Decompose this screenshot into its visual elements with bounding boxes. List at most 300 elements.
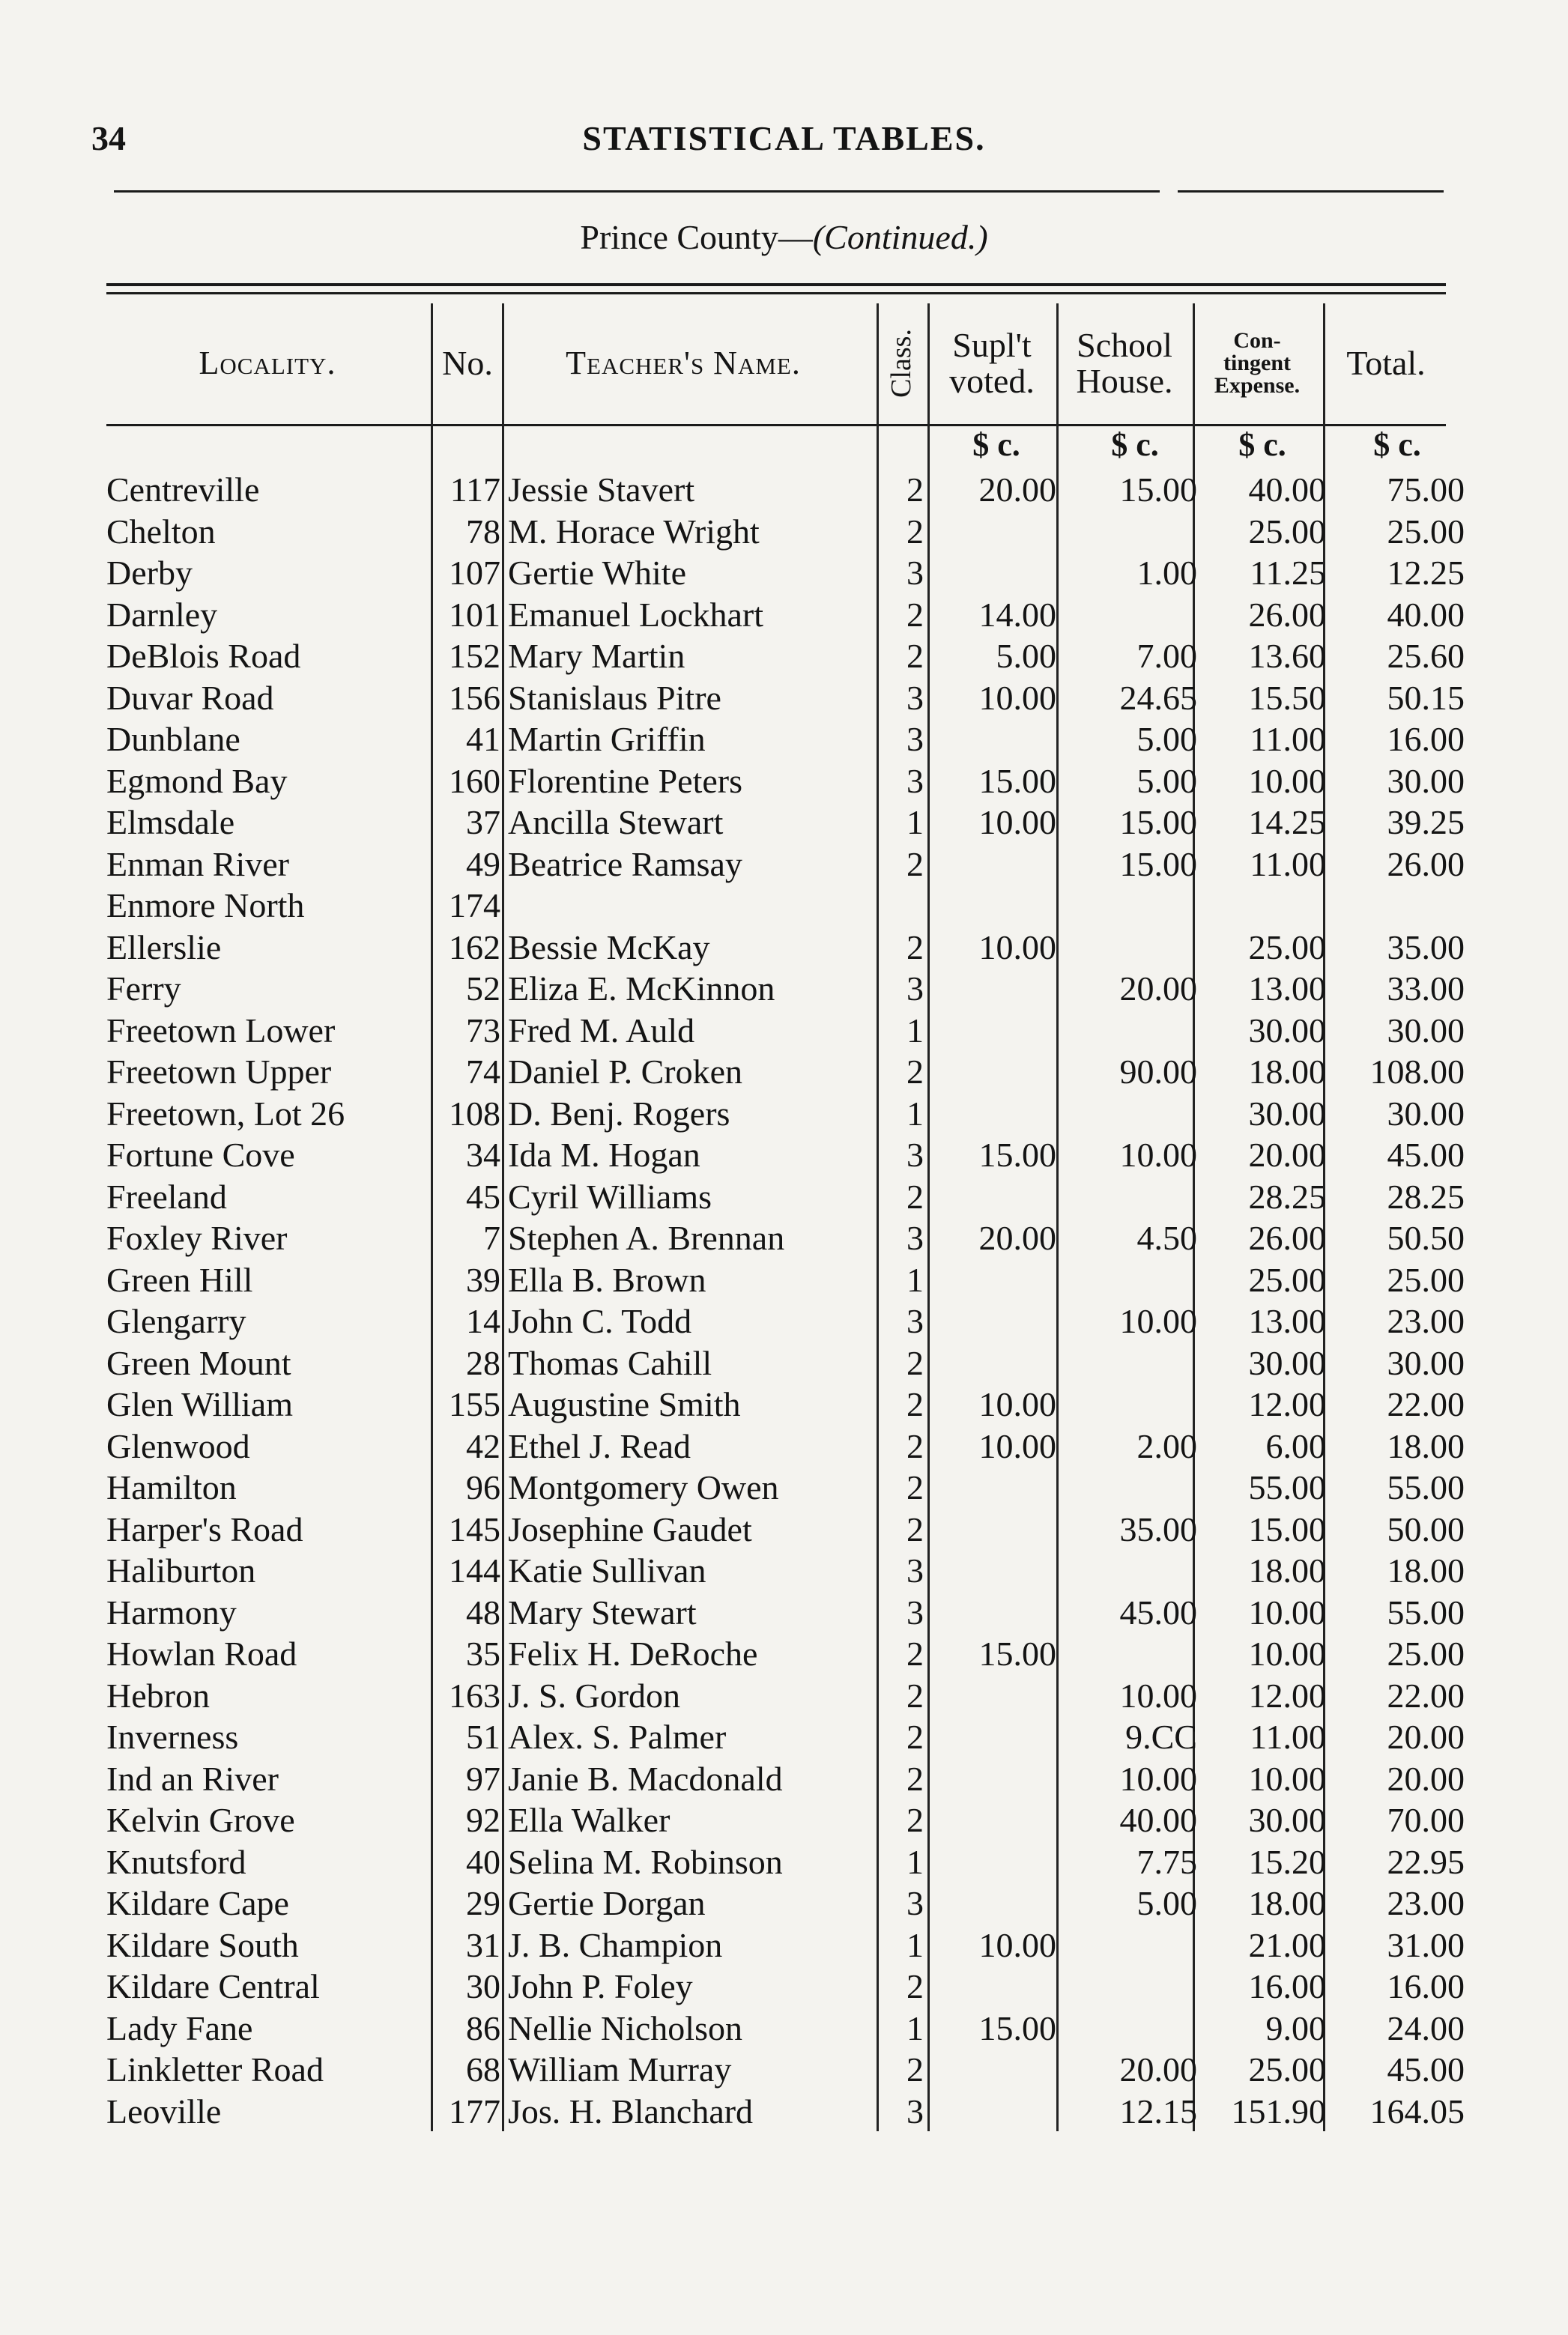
total-cell: 25.00 (1387, 512, 1465, 551)
number-cell: 37 (466, 803, 500, 841)
table-row (0, 1176, 1568, 1218)
total-cell: 40.00 (1387, 595, 1465, 634)
total-cell: 50.00 (1387, 1509, 1465, 1548)
number-cell: 35 (466, 1635, 500, 1673)
contingent-expense-cell: 13.00 (1248, 1302, 1326, 1340)
contingent-expense-cell: 15.50 (1248, 678, 1326, 717)
school-house-cell: 35.00 (1119, 1509, 1197, 1548)
table-row (0, 1134, 1568, 1176)
school-house-cell: 15.00 (1119, 470, 1197, 509)
teacher-name-cell: Cyril Williams (508, 1177, 712, 1216)
locality-cell: Green Hill (106, 1260, 253, 1299)
school-house-cell: 5.00 (1136, 720, 1197, 758)
locality-cell: Dunblane (106, 720, 240, 758)
school-house-cell: 2.00 (1136, 1426, 1197, 1465)
contingent-expense-cell: 21.00 (1248, 1925, 1326, 1964)
class-cell: 1 (906, 803, 924, 841)
teacher-name-cell: Eliza E. McKinnon (508, 969, 775, 1008)
number-cell: 107 (449, 554, 500, 592)
header-locality: Locality. (199, 344, 336, 381)
school-house-cell: 5.00 (1136, 1884, 1197, 1922)
number-cell: 34 (466, 1136, 500, 1174)
total-cell: 12.25 (1387, 554, 1465, 592)
total-cell: 30.00 (1387, 1094, 1465, 1133)
locality-cell: Howlan Road (106, 1635, 297, 1673)
class-cell: 3 (906, 554, 924, 592)
class-cell: 3 (906, 720, 924, 758)
number-cell: 30 (466, 1967, 500, 2005)
total-cell: 108.00 (1369, 1053, 1465, 1091)
number-cell: 7 (483, 1219, 500, 1257)
locality-cell: Haliburton (106, 1551, 256, 1590)
table-row (0, 2049, 1568, 2091)
class-cell: 2 (906, 2050, 924, 2089)
locality-cell: Darnley (106, 595, 218, 634)
total-cell: 30.00 (1387, 1343, 1465, 1382)
table-row (0, 1883, 1568, 1924)
number-cell: 144 (449, 1551, 500, 1590)
locality-cell: Elmsdale (106, 803, 235, 841)
school-house-cell: 10.00 (1119, 1136, 1197, 1174)
class-cell: 1 (906, 2008, 924, 2047)
number-cell: 45 (466, 1177, 500, 1216)
table-row (0, 511, 1568, 553)
class-cell: 1 (906, 1260, 924, 1299)
total-cell: 20.00 (1387, 1718, 1465, 1756)
number-cell: 145 (449, 1509, 500, 1548)
teacher-name-cell: John P. Foley (508, 1967, 693, 2005)
class-cell: 2 (906, 1385, 924, 1423)
total-cell: 25.00 (1387, 1635, 1465, 1673)
locality-cell: Kelvin Grove (106, 1801, 295, 1839)
total-cell: 70.00 (1387, 1801, 1465, 1839)
contingent-expense-cell: 13.00 (1248, 969, 1326, 1008)
teacher-name-cell: Jos. H. Blanchard (508, 2092, 754, 2130)
school-house-cell: 90.00 (1119, 1053, 1197, 1091)
header-contingent (1193, 307, 1322, 420)
locality-cell: Freetown Upper (106, 1053, 332, 1091)
school-house-cell: 20.00 (1119, 969, 1197, 1008)
header-class-label: Class. (886, 329, 918, 398)
total-cell: 50.50 (1387, 1219, 1465, 1257)
number-cell: 41 (466, 720, 500, 758)
teacher-name-cell: Augustine Smith (508, 1385, 741, 1423)
table-row (0, 1799, 1568, 1841)
units-total: $ c. (1373, 426, 1421, 463)
locality-cell: Green Mount (106, 1343, 291, 1382)
total-cell: 33.00 (1387, 969, 1465, 1008)
teacher-name-cell: Ella B. Brown (508, 1260, 706, 1299)
total-cell: 24.00 (1387, 2008, 1465, 2047)
suplt-voted-cell: 15.00 (978, 1635, 1056, 1673)
number-cell: 108 (449, 1094, 500, 1133)
class-cell: 2 (906, 1468, 924, 1506)
table-row (0, 1716, 1568, 1758)
locality-cell: Kildare Central (106, 1967, 320, 2005)
suplt-voted-cell: 10.00 (978, 927, 1056, 966)
contingent-expense-cell: 15.20 (1248, 1842, 1326, 1881)
contingent-expense-cell: 16.00 (1248, 1967, 1326, 2005)
locality-cell: Ind an River (106, 1759, 279, 1798)
number-cell: 163 (449, 1676, 500, 1715)
contingent-expense-cell: 40.00 (1248, 470, 1326, 509)
suplt-voted-cell: 10.00 (978, 1925, 1056, 1964)
locality-cell: Harper's Road (106, 1509, 303, 1548)
total-cell: 25.00 (1387, 1260, 1465, 1299)
total-cell: 45.00 (1387, 2050, 1465, 2089)
class-cell: 3 (906, 678, 924, 717)
teacher-name-cell: D. Benj. Rogers (508, 1094, 730, 1133)
number-cell: 48 (466, 1593, 500, 1632)
table-row (0, 927, 1568, 969)
teacher-name-cell: Montgomery Owen (508, 1468, 779, 1506)
contingent-expense-cell: 25.00 (1248, 927, 1326, 966)
teacher-name-cell: Fred M. Auld (508, 1011, 695, 1050)
teacher-name-cell: Martin Griffin (508, 720, 706, 758)
total-cell: 18.00 (1387, 1551, 1465, 1590)
contingent-expense-cell: 10.00 (1248, 1635, 1326, 1673)
class-cell: 2 (906, 844, 924, 883)
contingent-expense-cell: 14.25 (1248, 803, 1326, 841)
locality-cell: Egmond Bay (106, 761, 288, 800)
title-rule-right (1178, 190, 1444, 193)
teacher-name-cell: Mary Martin (508, 637, 685, 675)
contingent-expense-cell: 30.00 (1248, 1094, 1326, 1133)
table-row (0, 2091, 1568, 2133)
contingent-expense-cell: 28.25 (1248, 1177, 1326, 1216)
header-suplt (929, 307, 1055, 420)
number-cell: 49 (466, 844, 500, 883)
total-cell: 45.00 (1387, 1136, 1465, 1174)
contingent-expense-cell: 11.00 (1250, 1718, 1326, 1756)
total-cell: 30.00 (1387, 1011, 1465, 1050)
table-row (0, 718, 1568, 760)
class-cell: 1 (906, 1842, 924, 1881)
class-cell: 2 (906, 1343, 924, 1382)
number-cell: 97 (466, 1759, 500, 1798)
table-row (0, 1966, 1568, 2008)
suplt-voted-cell: 10.00 (978, 1426, 1056, 1465)
contingent-expense-cell: 11.25 (1250, 554, 1326, 592)
table-row (0, 677, 1568, 719)
class-cell: 1 (906, 1925, 924, 1964)
number-cell: 92 (466, 1801, 500, 1839)
number-cell: 86 (466, 2008, 500, 2047)
total-cell: 22.00 (1387, 1385, 1465, 1423)
header-cont-line3: Expense. (1214, 373, 1301, 398)
subtitle-continued: (Continued.) (812, 218, 988, 256)
locality-cell: Inverness (106, 1718, 239, 1756)
number-cell: 68 (466, 2050, 500, 2089)
table-row (0, 1217, 1568, 1259)
locality-cell: Centreville (106, 470, 260, 509)
school-house-cell: 12.15 (1119, 2092, 1197, 2130)
number-cell: 39 (466, 1260, 500, 1299)
class-cell: 3 (906, 1302, 924, 1340)
class-cell: 3 (906, 1593, 924, 1632)
table-row (0, 469, 1568, 511)
number-cell: 31 (466, 1925, 500, 1964)
number-cell: 162 (449, 927, 500, 966)
class-cell: 2 (906, 1635, 924, 1673)
contingent-expense-cell: 30.00 (1248, 1011, 1326, 1050)
total-cell: 35.00 (1387, 927, 1465, 966)
suplt-voted-cell: 10.00 (978, 678, 1056, 717)
class-cell: 3 (906, 2092, 924, 2130)
number-cell: 177 (449, 2092, 500, 2130)
class-cell: 2 (906, 1801, 924, 1839)
number-cell: 117 (449, 470, 500, 509)
number-cell: 96 (466, 1468, 500, 1506)
table-row (0, 1259, 1568, 1301)
contingent-expense-cell: 15.00 (1248, 1509, 1326, 1548)
total-cell: 31.00 (1387, 1925, 1465, 1964)
number-cell: 28 (466, 1343, 500, 1382)
number-cell: 52 (466, 969, 500, 1008)
locality-cell: Hebron (106, 1676, 210, 1715)
number-cell: 160 (449, 761, 500, 800)
class-cell: 3 (906, 1551, 924, 1590)
contingent-expense-cell: 12.00 (1248, 1385, 1326, 1423)
number-cell: 40 (466, 1842, 500, 1881)
school-house-cell: 5.00 (1136, 761, 1197, 800)
locality-cell: Lady Fane (106, 2008, 253, 2047)
teacher-name-cell: Selina M. Robinson (508, 1842, 783, 1881)
header-top-rule-1 (106, 283, 1446, 286)
class-cell: 2 (906, 512, 924, 551)
table-row (0, 2008, 1568, 2050)
table-row (0, 802, 1568, 844)
class-cell: 1 (906, 1094, 924, 1133)
locality-cell: Freeland (106, 1177, 227, 1216)
total-cell: 26.00 (1387, 844, 1465, 883)
contingent-expense-cell: 55.00 (1248, 1468, 1326, 1506)
table-row (0, 1550, 1568, 1592)
number-cell: 42 (466, 1426, 500, 1465)
contingent-expense-cell: 25.00 (1248, 2050, 1326, 2089)
number-cell: 73 (466, 1011, 500, 1050)
number-cell: 174 (449, 886, 500, 924)
contingent-expense-cell: 18.00 (1248, 1053, 1326, 1091)
contingent-expense-cell: 10.00 (1248, 1593, 1326, 1632)
total-cell: 18.00 (1387, 1426, 1465, 1465)
table-row (0, 552, 1568, 594)
school-house-cell: 7.00 (1136, 637, 1197, 675)
total-cell: 22.00 (1387, 1676, 1465, 1715)
locality-cell: Ferry (106, 969, 181, 1008)
table-row (0, 1051, 1568, 1093)
number-cell: 74 (466, 1053, 500, 1091)
header-school-line1: School (1077, 325, 1172, 364)
contingent-expense-cell: 10.00 (1248, 1759, 1326, 1798)
class-cell: 2 (906, 1718, 924, 1756)
teacher-name-cell: Florentine Peters (508, 761, 742, 800)
suplt-voted-cell: 15.00 (978, 1136, 1056, 1174)
suplt-voted-cell: 15.00 (978, 761, 1056, 800)
teacher-name-cell: Gertie White (508, 554, 686, 592)
header-class (878, 307, 926, 420)
class-cell: 2 (906, 1053, 924, 1091)
class-cell: 3 (906, 1884, 924, 1922)
teacher-name-cell: Jessie Stavert (508, 470, 695, 509)
school-house-cell: 15.00 (1119, 803, 1197, 841)
total-cell: 30.00 (1387, 761, 1465, 800)
locality-cell: Derby (106, 554, 193, 592)
class-cell: 3 (906, 1136, 924, 1174)
table-row (0, 1509, 1568, 1551)
teacher-name-cell: Ella Walker (508, 1801, 671, 1839)
contingent-expense-cell: 20.00 (1248, 1136, 1326, 1174)
number-cell: 14 (466, 1302, 500, 1340)
locality-cell: Freetown Lower (106, 1011, 336, 1050)
contingent-expense-cell: 18.00 (1248, 1884, 1326, 1922)
table-row (0, 1384, 1568, 1426)
locality-cell: Fortune Cove (106, 1136, 295, 1174)
suplt-voted-cell: 14.00 (978, 595, 1056, 634)
school-house-cell: 24.65 (1119, 678, 1197, 717)
number-cell: 155 (449, 1385, 500, 1423)
teacher-name-cell: J. S. Gordon (508, 1676, 681, 1715)
locality-cell: Kildare Cape (106, 1884, 289, 1922)
suplt-voted-cell: 5.00 (996, 637, 1056, 675)
title-rule-left (114, 190, 1160, 193)
header-no: No. (442, 343, 493, 382)
school-house-cell: 15.00 (1119, 844, 1197, 883)
table-subtitle (0, 217, 1568, 257)
locality-cell: Duvar Road (106, 678, 274, 717)
number-cell: 152 (449, 637, 500, 675)
page-number: 34 (91, 119, 126, 157)
table-row (0, 594, 1568, 636)
teacher-name-cell: Felix H. DeRoche (508, 1635, 758, 1673)
table-row (0, 1633, 1568, 1675)
contingent-expense-cell: 6.00 (1265, 1426, 1326, 1465)
contingent-expense-cell: 30.00 (1248, 1801, 1326, 1839)
class-cell: 1 (906, 1011, 924, 1050)
teacher-name-cell: Ethel J. Read (508, 1426, 691, 1465)
total-cell: 55.00 (1387, 1468, 1465, 1506)
class-cell: 3 (906, 1219, 924, 1257)
table-row (0, 635, 1568, 677)
locality-cell: Chelton (106, 512, 216, 551)
contingent-expense-cell: 151.90 (1231, 2092, 1326, 2130)
total-cell: 75.00 (1387, 470, 1465, 509)
teacher-name-cell: William Murray (508, 2050, 732, 2089)
teacher-name-cell: M. Horace Wright (508, 512, 760, 551)
suplt-voted-cell: 10.00 (978, 803, 1056, 841)
class-cell: 2 (906, 1426, 924, 1465)
contingent-expense-cell: 11.00 (1250, 720, 1326, 758)
teacher-name-cell: Stanislaus Pitre (508, 678, 721, 717)
class-cell: 2 (906, 1967, 924, 2005)
total-cell: 25.60 (1387, 637, 1465, 675)
total-cell: 20.00 (1387, 1759, 1465, 1798)
table-row (0, 760, 1568, 802)
table-row (0, 968, 1568, 1010)
contingent-expense-cell: 25.00 (1248, 512, 1326, 551)
class-cell: 2 (906, 1177, 924, 1216)
class-cell: 2 (906, 1759, 924, 1798)
suplt-voted-cell: 20.00 (978, 1219, 1056, 1257)
table-row (0, 1093, 1568, 1135)
suplt-voted-cell: 20.00 (978, 470, 1056, 509)
locality-cell: Glen William (106, 1385, 293, 1423)
header-school-line2: House. (1076, 362, 1173, 400)
teacher-name-cell: John C. Todd (508, 1302, 692, 1340)
total-cell: 16.00 (1387, 1967, 1465, 2005)
header-cont-line1: Con- (1233, 328, 1281, 353)
header-teacher: Teacher's Name. (566, 344, 801, 381)
locality-cell: Knutsford (106, 1842, 246, 1881)
suplt-voted-cell: 10.00 (978, 1385, 1056, 1423)
locality-cell: Linkletter Road (106, 2050, 324, 2089)
page-title: STATISTICAL TABLES. (582, 119, 986, 157)
locality-cell: Foxley River (106, 1219, 288, 1257)
total-cell: 164.05 (1369, 2092, 1465, 2130)
school-house-cell: 45.00 (1119, 1593, 1197, 1632)
contingent-expense-cell: 12.00 (1248, 1676, 1326, 1715)
contingent-expense-cell: 30.00 (1248, 1343, 1326, 1382)
table-row (0, 1758, 1568, 1800)
table-row (0, 1300, 1568, 1342)
teacher-name-cell: Mary Stewart (508, 1593, 697, 1632)
teacher-name-cell: Katie Sullivan (508, 1551, 706, 1590)
contingent-expense-cell: 9.00 (1265, 2008, 1326, 2047)
contingent-expense-cell: 18.00 (1248, 1551, 1326, 1590)
locality-cell: Harmony (106, 1593, 237, 1632)
class-cell: 3 (906, 761, 924, 800)
total-cell: 28.25 (1387, 1177, 1465, 1216)
teacher-name-cell: Josephine Gaudet (508, 1509, 752, 1548)
total-cell: 50.15 (1387, 678, 1465, 717)
contingent-expense-cell: 13.60 (1248, 637, 1326, 675)
table-row (0, 1467, 1568, 1509)
teacher-name-cell: Ancilla Stewart (508, 803, 724, 841)
header-suplt-line2: voted. (949, 362, 1035, 400)
teacher-name-cell: Gertie Dorgan (508, 1884, 706, 1922)
school-house-cell: 40.00 (1119, 1801, 1197, 1839)
locality-cell: Ellerslie (106, 927, 222, 966)
teacher-name-cell: Nellie Nicholson (508, 2008, 742, 2047)
teacher-name-cell: Stephen A. Brennan (508, 1219, 785, 1257)
units-suplt: $ c. (972, 426, 1020, 463)
total-cell: 23.00 (1387, 1302, 1465, 1340)
units-contingent: $ c. (1238, 426, 1286, 463)
total-cell: 39.25 (1387, 803, 1465, 841)
table-row (0, 1924, 1568, 1966)
contingent-expense-cell: 25.00 (1248, 1260, 1326, 1299)
class-cell: 2 (906, 1676, 924, 1715)
table-row (0, 844, 1568, 885)
table-row (0, 1010, 1568, 1052)
number-cell: 101 (449, 595, 500, 634)
total-cell: 23.00 (1387, 1884, 1465, 1922)
table-row (0, 1342, 1568, 1384)
school-house-cell: 7.75 (1136, 1842, 1197, 1881)
number-cell: 156 (449, 678, 500, 717)
locality-cell: Glenwood (106, 1426, 250, 1465)
locality-cell: DeBlois Road (106, 637, 301, 675)
class-cell: 2 (906, 927, 924, 966)
table-row (0, 1675, 1568, 1717)
class-cell: 2 (906, 1509, 924, 1548)
locality-cell: Glengarry (106, 1302, 246, 1340)
units-school: $ c. (1111, 426, 1159, 463)
number-cell: 29 (466, 1884, 500, 1922)
total-cell: 22.95 (1387, 1842, 1465, 1881)
class-cell: 2 (906, 470, 924, 509)
teacher-name-cell: Alex. S. Palmer (508, 1718, 727, 1756)
